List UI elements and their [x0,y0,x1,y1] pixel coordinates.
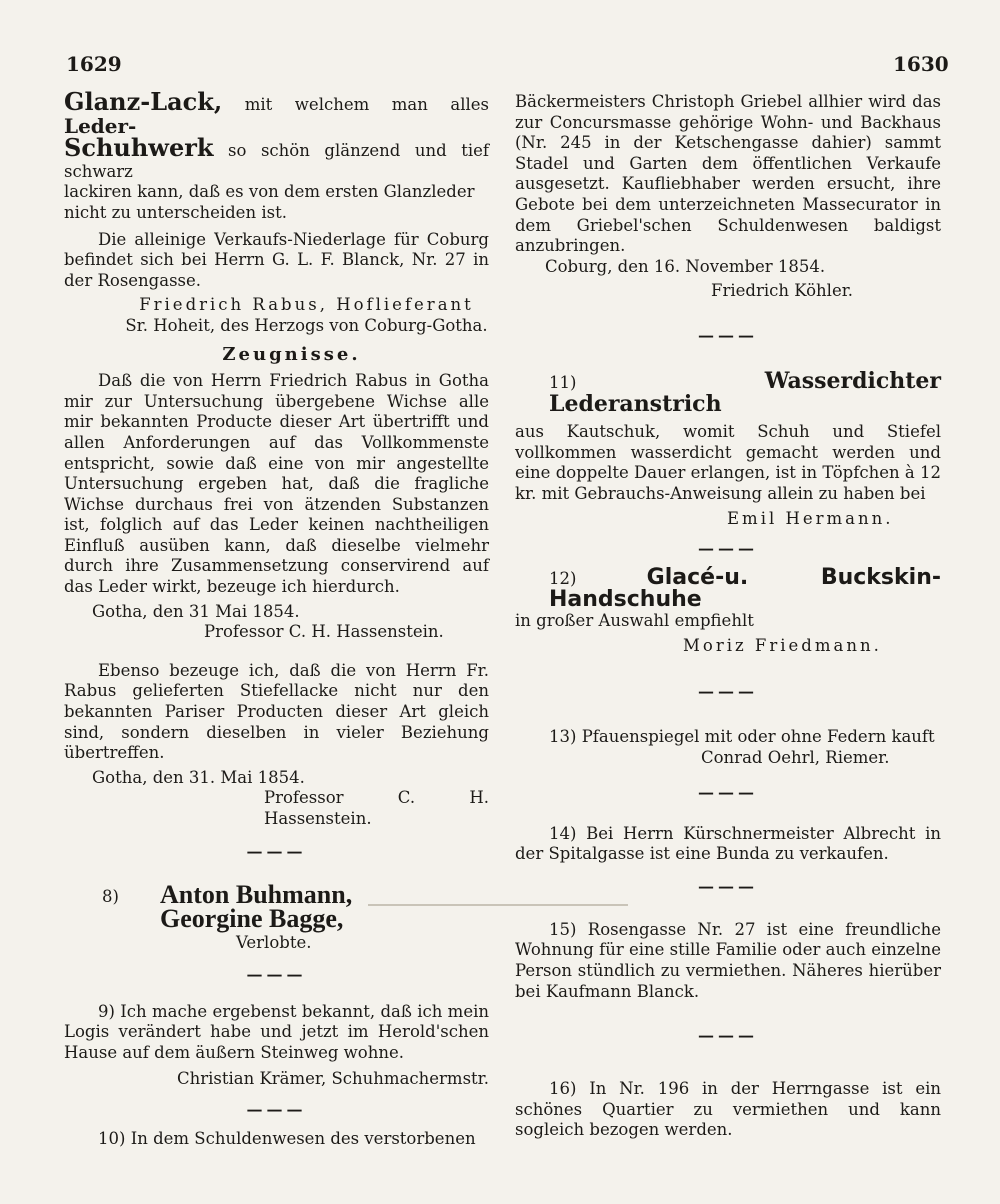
koehler-signature: Friedrich Köhler. [711,281,854,301]
glanz-text-3: lackiren kann, daß es von dem ersten Glanzleder [64,182,475,202]
notice-10-continued: Bäckermeisters Christoph Griebel allhier wird das zur Concursmasse gehörige Wohn- und Backhaus (Nr. 245 in der Ketschengasse dahier) sammt Stadel und Garten dem öffentlichen Verkaufe ausgesetzt. Kaufliebhaber werden ersucht, ihre Gebote bei dem unterzeichneten Massecurator in dem Griebel'schen Schuldenwesen baldigst anzubringen. [515,92,941,256]
notice-9-body: Ich mache ergebenst bekannt, daß ich mein Logis verändert habe und jetzt im Herold'schen Hause auf dem äußern Steinweg wohne. [64,1001,489,1062]
zeugnisse-heading: Zeugnisse. [222,343,361,365]
separator: ——— [246,964,307,984]
notice-13-text: Pfauenspiegel mit oder ohne Federn kauft [581,727,935,747]
notice-number-14: 14) [549,823,577,843]
notice-13 [515,727,941,768]
rabus-signature: Friedrich Rabus, Hoflieferant [139,295,474,315]
oehrl-signature: Conrad Oehrl, Riemer. [701,748,890,768]
page-number-right: 1630 [893,52,949,76]
handschuhe-title: Glacé-u. Buckskin-Handschuhe [549,565,941,612]
glanz-lack-title: Glanz-Lack, [64,87,223,116]
separator: ——— [698,782,758,802]
notice-number-10: 10) [98,1128,126,1148]
notice-number-9: 9) [98,1001,115,1021]
notice-11-text: aus Kautschuk, womit Schuh und Stiefel vollkommen wasserdicht gemacht werden und eine doppelte Dauer erlangen, ist in Töpfchen à 12 kr. mit Gebrauchs-Anweisung allein zu haben bei [515,422,941,503]
notice-number-11: 11) [549,372,577,392]
anton-buhmann: Anton Buhmann, [160,879,353,909]
notice-number-13: 13) [549,727,577,747]
separator: ——— [698,682,758,702]
notice-16 [515,1079,941,1141]
left-column [64,87,490,1150]
notice-15 [515,920,941,1002]
zeugnis-1-text: Daß die von Herrn Friedrich Rabus in Gotha mir zur Untersuchung übergebene Wichse alle mir bekannten Producte dieser Art übertrifft und allen Anforderungen auf das Vollkommenste entspricht, sowie daß eine von mir angestellte Untersuchung ergeben hat, daß die fragliche Wichse durchaus frei von ätzenden Substanzen ist, folglich auf das Leder keinen nachtheiligen Einfluß ausüben kann, daß dieselbe vielmehr durch ihre Zusammensetzung conservirend auf das Leder wirkt, bezeuge ich hierdurch. [64,371,489,597]
schuhwerk-title: Schuhwerk [64,133,214,163]
notice-12-text: in großer Auswahl empfiehlt [515,611,754,631]
notice-number-16: 16) [549,1079,577,1099]
notice-number-8: 8) [102,886,119,906]
zeugnis-1-signature: Professor C. H. Hassenstein. [204,622,444,642]
notice-9-text [64,1002,489,1064]
engagement-notice [64,881,489,951]
leder-word: Leder- [64,113,137,138]
glanz-lack-ad [64,87,490,337]
notice-14-text: Bei Herrn Kürschnermeister Albrecht in der Spitalgasse ist eine Bunda zu verkaufen. [515,823,941,864]
notice-number-12: 12) [549,569,577,589]
separator: ——— [698,325,758,345]
zeugnis-1-date: Gotha, den 31 Mai 1854. [92,601,300,621]
glanz-text-2: so schön glänzend und tief schwarz [64,141,489,181]
separator: ——— [698,539,758,559]
notice-15-text: Rosengasse Nr. 27 ist eine freundliche Wohnung für eine stille Familie oder auch einzelne Person stündlich zu vermiethen. Näheres hierüber bei Kaufmann Blanck. [515,919,941,1001]
hermann-signature: Emil Hermann. [727,508,894,528]
wasserdichter-title: Wasserdichter Lederanstrich [549,367,941,417]
right-column [515,92,941,1141]
friedmann-signature: Moriz Friedmann. [683,635,882,655]
notice-14 [515,824,941,865]
verlobte-label: Verlobte. [236,932,312,952]
separator: ——— [698,1026,758,1046]
zeugnis-2-date: Gotha, den 31. Mai 1854. [92,767,305,787]
page-number-left: 1629 [66,52,122,76]
notice-11 [515,367,941,529]
separator: ——— [246,841,307,861]
verkauf-text: Die alleinige Verkaufs-Niederlage für Coburg befindet sich bei Herrn G. L. F. Blanck, Nr. 27 in der Rosengasse. [64,229,489,290]
zeugnis-2-text: Ebenso bezeuge ich, daß die von Herrn Fr. Rabus gelieferten Stiefellacke nicht nur den bekannten Pariser Producten dieser Art gleich sind, sondern dieselben in vieler Beziehung übertreffen. [64,660,489,763]
separator: ——— [698,876,758,896]
zeugnis-2-signature: Professor C. H. Hassenstein. [264,788,489,828]
glanz-text-4: nicht zu unterscheiden ist. [64,202,287,222]
notice-12 [515,565,941,656]
separator: ——— [246,1099,307,1119]
notice-10-date: Coburg, den 16. November 1854. [545,256,826,276]
notice-10-text [64,1129,489,1150]
kraemer-signature: Christian Krämer, Schuhmachermstr. [176,1069,489,1089]
glanz-text: mit welchem man alles [244,95,490,114]
rabus-title: Sr. Hoheit, des Herzogs von Coburg-Gotha. [125,315,488,335]
notice-number-15: 15) [549,919,577,939]
georgine-bagge: Georgine Bagge, [160,903,344,933]
notice-10-body: In dem Schuldenwesen des verstorbenen [130,1128,476,1148]
notice-16-text: In Nr. 196 in der Herrngasse ist ein schönes Quartier zu vermiethen und kann sogleich bezogen werden. [515,1079,941,1140]
gutter-rule [368,904,628,906]
